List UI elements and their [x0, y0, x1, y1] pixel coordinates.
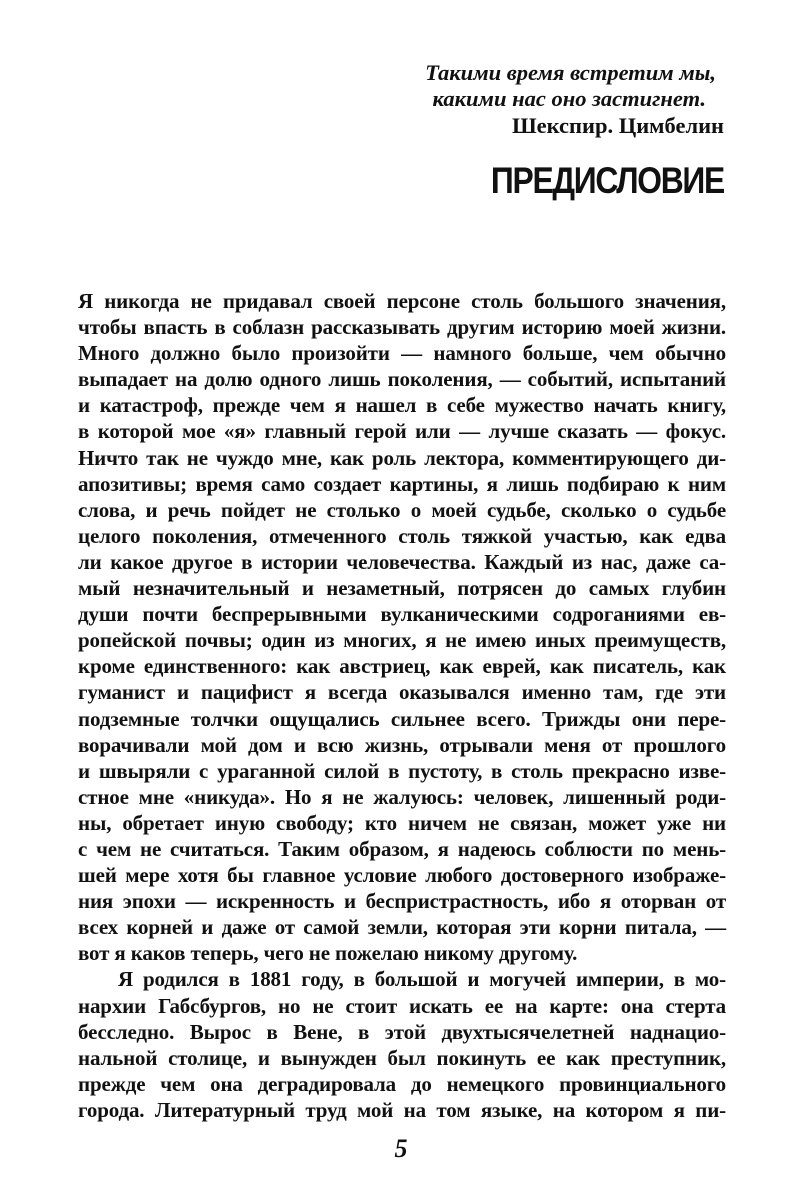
text-line: души почти беспрерывными вулканическими содроганиями ев-: [78, 602, 726, 627]
text-line: гуманист и пацифист я всегда оказывался именно там, где эти: [78, 680, 726, 705]
text-line: прежде чем она деградировала до немецкого провинциального: [78, 1071, 726, 1096]
text-line: целого поколения, отмеченного столь тяжкой участью, как едва: [78, 523, 726, 548]
text-line: с чем не считаться. Таким образом, я надеюсь соблюсти по мень-: [78, 836, 726, 861]
text-line: Ничто так не чуждо мне, как роль лектора, комментирующего ди-: [78, 445, 726, 470]
text-line: вот я каков теперь, чего не пожелаю никому другому.: [78, 941, 578, 966]
text-line: слова, и речь пойдет не столько о моей судьбе, сколько о судьбе: [78, 497, 726, 522]
paragraph-2: [78, 966, 726, 1123]
text-line: Много должно было произойти — намного больше, чем обычно: [78, 341, 726, 366]
text-line: мый незначительный и незаметный, потрясен до самых глубин: [78, 576, 726, 601]
text-line: чтобы впасть в соблазн рассказывать другим историю моей жизни.: [78, 315, 726, 340]
text-line: апозитивы; время само создает картины, я лишь подбираю к ним: [78, 471, 726, 496]
text-line: нархии Габсбургов, но не стоит искать ее на карте: она стерта: [78, 993, 726, 1018]
text-line: ли какое другое в истории человечества. Каждый из нас, даже са-: [78, 549, 726, 574]
text-line: выпадает на долю одного лишь поколения, — событий, испытаний: [78, 367, 726, 392]
text-line: кроме единственного: как австриец, как еврей, как писатель, как: [78, 654, 726, 679]
text-line: и швыряли с ураганной силой в пустоту, в столь прекрасно изве-: [78, 758, 726, 783]
text-line: нальной столице, и вынужден был покинуть ее как преступник,: [78, 1045, 726, 1070]
text-line: всех корней и даже от самой земли, которая эти корни питала, —: [78, 915, 726, 940]
text-line: ны, обретает иную свободу; кто ничем не связан, может уже ни: [78, 810, 726, 835]
text-line: в которой мое «я» главный герой или — лучше сказать — фокус.: [78, 419, 726, 444]
chapter-title: ПРЕДИСЛОВИЕ: [490, 160, 724, 201]
text-line: Я никогда не придавал своей персоне столь большого значения,: [78, 289, 726, 313]
text-line: города. Литературный труд мой на том языке, на котором я пи-: [78, 1097, 726, 1122]
text-line: Я родился в 1881 году, в большой и могучей империи, в мо-: [118, 967, 726, 992]
epigraph-line-2: какими нас оно застигнет.: [432, 86, 706, 111]
text-line: подземные толчки ощущались сильнее всего. Трижды они пере-: [78, 706, 726, 731]
paragraph-1: [78, 288, 726, 966]
text-line: ворачивали мой дом и всю жизнь, отрывали меня от прошлого: [78, 732, 726, 757]
epigraph-line-1: Такими время встретим мы,: [425, 60, 716, 85]
epigraph-attribution: Шекспир. Цимбелин: [511, 113, 724, 138]
text-line: ния эпохи — искренность и беспристрастность, ибо я оторван от: [78, 889, 726, 914]
text-line: шей мере хотя бы главное условие любого достоверного изображе-: [78, 863, 726, 888]
text-line: ропейской почвы; один из многих, я не имею иных преимуществ,: [78, 628, 726, 653]
text-line: бесследно. Вырос в Вене, в этой двухтысячелетней наднацио-: [78, 1019, 726, 1044]
body-text: [78, 288, 726, 1123]
text-line: и катастроф, прежде чем я нашел в себе мужество начать книгу,: [78, 393, 726, 418]
page-number: 5: [394, 1134, 408, 1163]
epigraph: [425, 60, 724, 139]
text-line: стное мне «никуда». Но я не жалуюсь: человек, лишенный роди-: [78, 784, 726, 809]
